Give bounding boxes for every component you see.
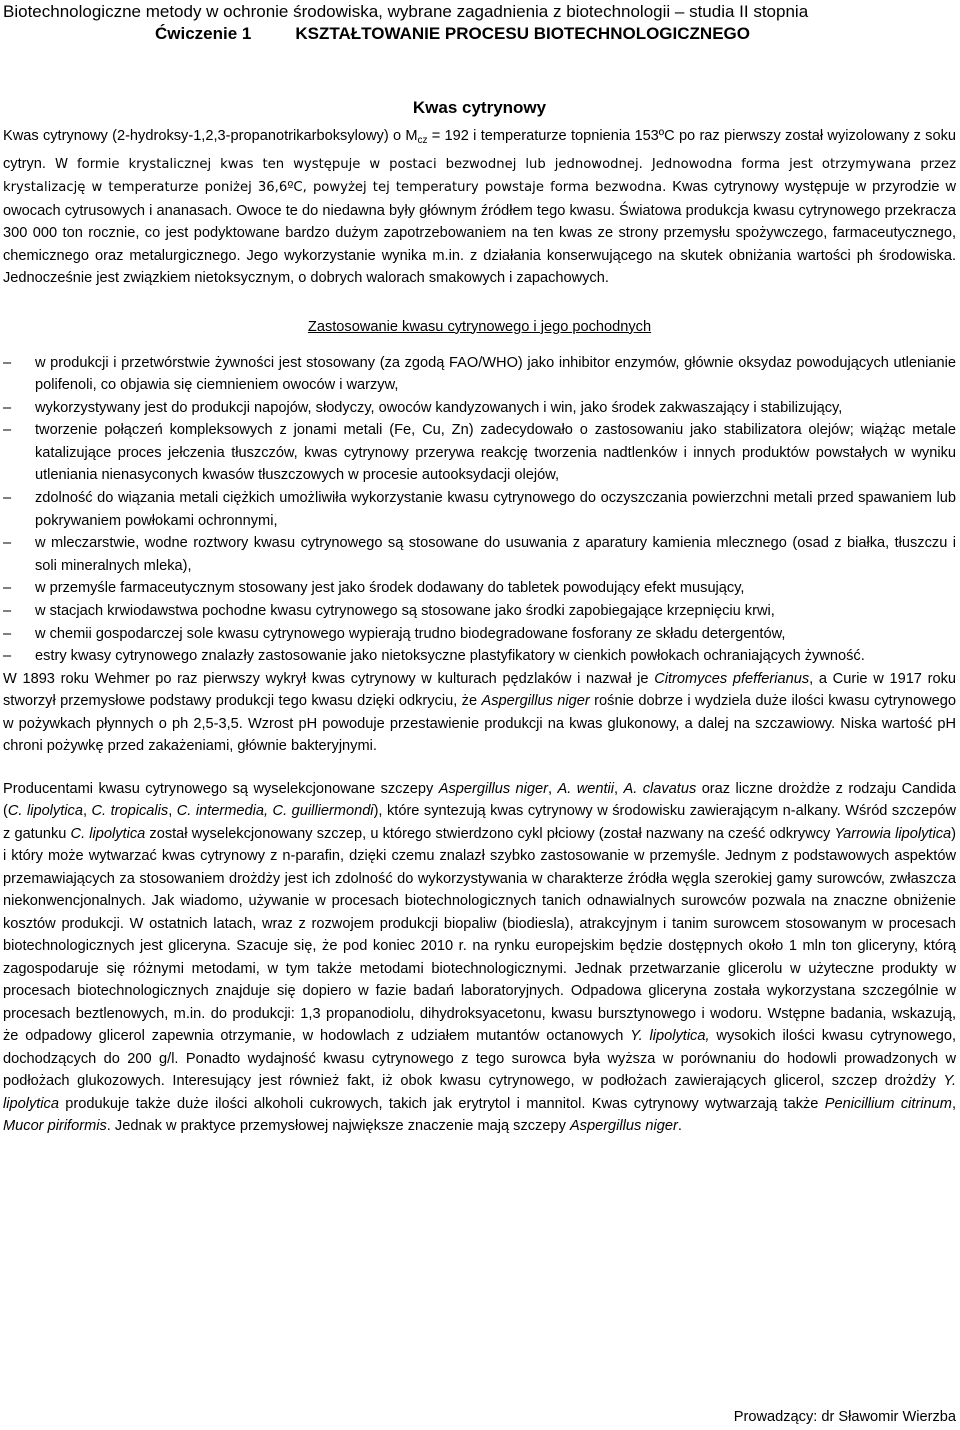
body-section [3, 668, 956, 1138]
list-item: – w przemyśle farmaceutycznym stosowany jest jako środek dodawany do tabletek powodujący efekt musujący, [3, 577, 956, 600]
page-title: Kwas cytrynowy [412, 98, 547, 117]
dash-bullet-icon: – [3, 535, 12, 552]
dash-bullet-icon: – [3, 603, 12, 620]
dash-bullet-icon: – [3, 648, 12, 665]
intro-paragraph: Kwas cytrynowy (2-hydroksy-1,2,3-propanotrikarboksylowy) o $M_{cz} = 192$ i temperaturze topnienia 153ºC po raz pierwszy został wyizolowany z soku cytryn. W formie krystalicznej kwas ten występuje w postaci bezwodnej lub jednowodnej. Jednowodna forma jest otrzymywana przez krystalizację w temperaturze poniżej 36,6ºC, powyżej tej temperatury powstaje forma bezwodna. Kwas cytrynowy występuje w przyrodzie w owocach cytrusowych i ananasach. Owoce te do niedawna były głównym źródłem tego kwasu. Światowa produkcja kwasu cytrynowego przekracza 300 000 ton rocznie, co jest podyktowane bardzo dużym zapotrzebowaniem na ten kwas ze strony przemysłu spożywczego, farmaceutycznego, chemicznego oraz metalurgicznego. Jego wykorzystanie wynika m.in. z działania konserwującego na skutek obniżania wartości ph środowiska. Jednocześnie jest związkiem nietoksycznym, o dobrych walorach smakowych i zapachowych. [3, 128, 956, 286]
list-item: – w produkcji i przetwórstwie żywności jest stosowany (za zgodą FAO/WHO) jako inhibitor enzymów, głównie oksydaz powodujących utlenianie polifenoli, co objawia się ciemnieniem owoców i warzyw, [3, 352, 956, 397]
instructor-footer: Prowadzący: dr Sławomir Wierzba [733, 1409, 956, 1425]
list-item: – tworzenie połączeń kompleksowych z jonami metali (Fe, Cu, Zn) zadecydowało o zastosowaniu jako stabilizatora olejów; wiążąc metale katalizujące proces jełczenia tłuszczów, kwas cytrynowy przerywa reakcję tworzenia nadtlenków i innych produktów powstałych w wyniku utleniania nienasyconych kwasów tłuszczowych w procesie autooksydacji olejów, [3, 419, 956, 487]
course-header: Biotechnologiczne metody w ochronie środowiska, wybrane zagadnienia z biotechnologii – studia II stopnia [3, 2, 809, 21]
intro-section [3, 125, 956, 290]
dash-bullet-icon: – [3, 580, 12, 597]
dash-bullet-icon: – [3, 625, 12, 642]
producers-paragraph: Producentami kwasu cytrynowego są wyselekcjonowane szczepy Aspergillus niger, A. wentii, A. clavatus oraz liczne drożdże z rodzaju Candida (C. lipolytica, C. tropicalis, C. intermedia, C. guilliermondi), które syntezują kwas cytrynowy w środowisku zawierającym n-alkany. Wśród szczepów z gatunku C. lipolytica został wyselekcjonowany szczep, u którego stwierdzono cykl płciowy (został nazwany na cześć odkrywcy Yarrowia lipolytica) i który może wytwarzać kwas cytrynowy z n-parafin, dzięki czemu znalazł szybko zastosowanie w przemyśle. Jednym z podstawowych aspektów przemawiających za stosowaniem drożdży jest ich zdolność do wykorzystywania w charakterze źródła węgla szerokiej gamy surowców, zwłaszcza niekonwencjonalnych. Jak wiadomo, używanie w procesach biotechnologicznych tanich odnawialnych surowców pozwala na znaczne obniżenie kosztów produkcji. W ostatnich latach, wraz z rozwojem produkcji biopaliw (biodiesla), atrakcyjnym i tanim surowcem stosowanym w procesach biotechnologicznych jest gliceryna. Szacuje się, że pod koniec 2010 r. na rynku europejskim będzie dostępnych około 1 mln ton gliceryny, którą zagospodaruje się różnymi metodami, w tym także metodami biotechnologicznymi. Jednak przetwarzanie glicerolu w użyteczne produkty w procesach biotechnologicznych znajduje się dopiero w fazie badań laboratoryjnych. Odpadowa gliceryna została wykorzystana szczególnie w procesach beztlenowych, m.in. do produkcji: 1,3 propanodiolu, dihydroksyacetonu, kwasu bursztynowego i wodoru. Wstępne badania, wskazują, że odpadowy glicerol zapewnia otrzymanie, w hodowlach z udziałem mutantów octanowych Y. lipolytica, wysokich ilości kwasu cytrynowego, dochodzących do 200 g/l. Ponadto wydajność kwasu cytrynowego z tego surowca była wyższa w porównaniu do hodowli prowadzonych w podłożach glukozowych. Interesujący jest również fakt, iż obok kwasu cytrynowego, w podłożach zawierających glicerol, szczep drożdży Y. lipolytica produkuje także duże ilości alkoholi cukrowych, takich jak erytrytol i mannitol. Kwas cytrynowy wytwarzają także Penicillium citrinum, Mucor piriformis. Jednak w praktyce przemysłowej największe znaczenie mają szczepy Aspergillus niger. [3, 780, 957, 1135]
dash-bullet-icon: – [3, 354, 12, 371]
exercise-number: Ćwiczenie 1 [155, 24, 252, 43]
list-item: – estry kwasy cytrynowego znalazły zastosowanie jako nietoksyczne plastyfikatory w cienkich powłokach ochraniających żywność. [3, 645, 956, 668]
document-page [0, 1, 960, 1430]
history-paragraph: W 1893 roku Wehmer po raz pierwszy wykrył kwas cytrynowy w kulturach pędzlaków i nazwał je Citromyces pfefferianus, a Curie w 1917 roku stworzył przemysłowe podstawy produkcji tego kwasu dzięki odkryciu, że Aspergillus niger rośnie dobrze i wydziela duże ilości kwasu cytrynowego w pożywkach płynnych o ph 2,5-3,5. Wzrost pH powoduje przestawienie produkcji na kwas glukonowy, a dalej na szczawiowy. Niska wartość pH chroni pożywkę przed zakażeniami, głównie bakteryjnymi. [3, 670, 957, 755]
list-item: – w chemii gospodarczej sole kwasu cytrynowego wypierają trudno biodegradowane fosforany ze składu detergentów, [3, 623, 956, 646]
section-title: Zastosowanie kwasu cytrynowego i jego pochodnych [307, 318, 652, 335]
exercise-header [3, 23, 956, 45]
exercise-title: KSZTAŁTOWANIE PROCESU BIOTECHNOLOGICZNEGO [295, 24, 750, 43]
list-item: – w mleczarstwie, wodne roztwory kwasu cytrynowego są stosowane do usuwania z aparatury kamienia mlecznego (osad z białka, tłuszczu i soli mineralnych mleka), [3, 532, 956, 577]
list-item: – wykorzystywany jest do produkcji napojów, słodyczy, owoców kandyzowanych i win, jako środek zakwaszający i stabilizujący, [3, 397, 956, 420]
dash-bullet-icon: – [3, 399, 12, 416]
list-item: – zdolność do wiązania metali ciężkich umożliwiła wykorzystanie kwasu cytrynowego do oczyszczania powierzchni metali przed spawaniem lub pokrywaniem powłokami ochronnymi, [3, 487, 956, 532]
dash-bullet-icon: – [3, 490, 12, 507]
dash-bullet-icon: – [3, 422, 12, 439]
molar-mass-subscript: cz [417, 135, 428, 146]
uses-list [3, 352, 956, 668]
list-item: – w stacjach krwiodawstwa pochodne kwasu cytrynowego są stosowane jako środki zapobiegające krzepnięciu krwi, [3, 600, 956, 623]
